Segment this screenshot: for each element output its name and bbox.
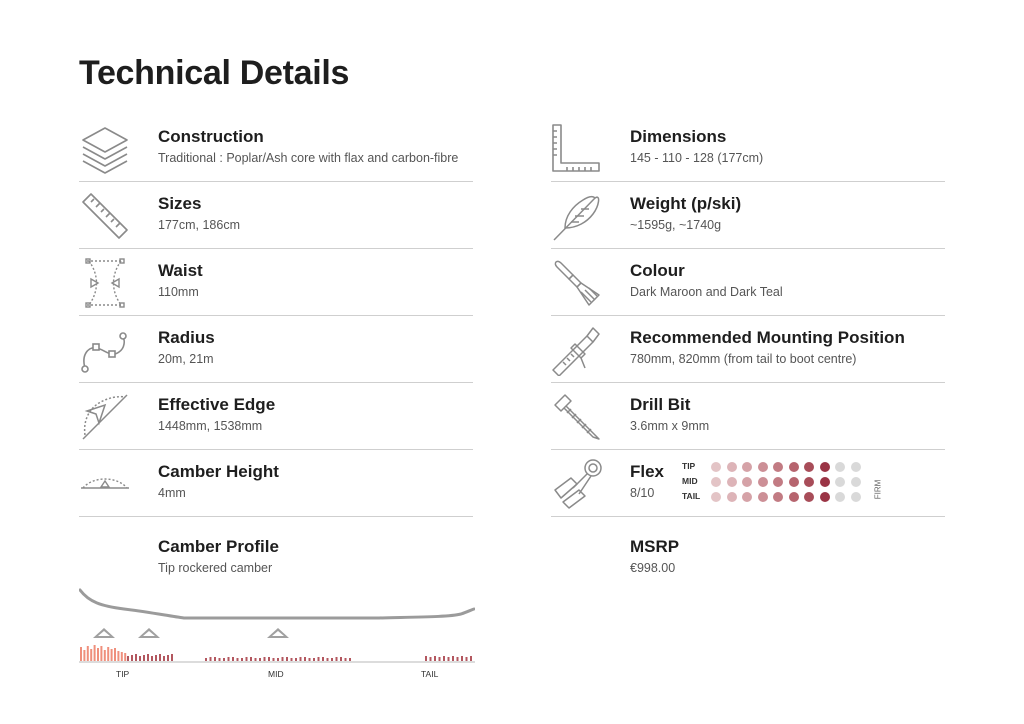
pressure-bar [131,655,133,661]
ruler-icon [79,190,131,242]
flex-dot [758,492,768,502]
flex-dot [711,492,721,502]
pressure-bar [439,657,441,661]
colour-label: Colour [630,261,685,280]
pressure-bar [228,657,230,661]
drill-bit-value: 3.6mm x 9mm [630,419,710,433]
set-square-icon [551,123,603,175]
pressure-bar [309,658,311,661]
pressure-bar [277,658,279,661]
flex-dot [789,492,799,502]
flex-dot [742,492,752,502]
pressure-bar [159,654,161,661]
spec-row-waist [79,249,473,316]
flex-dot [742,477,752,487]
msrp-value: €998.00 [630,561,676,575]
pressure-bar [97,648,99,661]
flex-dot [835,462,845,472]
hand-gripper-icon [551,458,603,510]
flex-row-label-tip: TIP [682,461,696,471]
flex-dot [711,477,721,487]
spec-row-camber-profile [79,517,473,587]
pressure-bar [304,657,306,661]
flex-value: 8/10 [630,486,655,500]
flex-dot [773,492,783,502]
flex-dot [820,492,830,502]
pressure-bar [127,656,129,661]
pressure-bar [448,657,450,661]
pressure-bar [155,655,157,661]
contact-marker-tip-2 [138,628,160,638]
pressure-bar [124,653,126,661]
radius-value: 20m, 21m [158,352,214,366]
pressure-bar [143,655,145,661]
page-title: Technical Details [79,54,350,92]
flex-dot [851,477,861,487]
flex-dot [804,492,814,502]
flex-dot [804,477,814,487]
flex-dot [789,462,799,472]
msrp-label: MSRP [630,537,680,556]
pressure-bar [219,658,221,661]
flex-dot [711,462,721,472]
pressure-bar [425,656,427,661]
flex-dot [835,477,845,487]
screw-icon [551,391,603,443]
pressure-bar [210,657,212,661]
pressure-bar [104,650,106,661]
pressure-bar [282,657,284,661]
pressure-bar [241,658,243,661]
camber-profile-diagram [79,582,475,684]
weight-label: Weight (p/ski) [630,194,742,213]
weight-value: ~1595g, ~1740g [630,218,722,232]
spec-row-colour [551,249,945,316]
pressure-bar [340,657,342,661]
flex-dot [820,462,830,472]
pressure-bar [318,657,320,661]
pressure-bars [80,645,472,661]
waist-value: 110mm [158,285,199,299]
pressure-bar [117,651,119,661]
spec-row-construction [79,115,473,182]
spec-row-drill-bit [551,383,945,450]
construction-label: Construction [158,127,264,146]
pressure-bar [232,657,234,661]
camber-height-value: 4mm [158,486,186,500]
pressure-bar [171,654,173,661]
ski-base-profile-line [80,590,474,618]
spec-row-radius [79,316,473,383]
edge-arrow-icon [79,391,131,443]
pressure-bar [345,658,347,661]
pressure-bar [286,657,288,661]
pressure-bar [255,658,257,661]
pressure-bar [327,658,329,661]
pressure-bar [291,658,293,661]
pressure-bar [107,647,109,661]
flex-dot [727,462,737,472]
camber-height-label: Camber Height [158,462,279,481]
pressure-bar [434,656,436,661]
left-spec-column [79,115,473,587]
dimensions-label: Dimensions [630,127,727,146]
contact-marker-mid [267,628,289,638]
effective-edge-label: Effective Edge [158,395,276,414]
flex-dot [758,477,768,487]
pressure-bar [322,657,324,661]
waist-icon [79,257,131,309]
flex-rating-grid [682,459,882,509]
sizes-label: Sizes [158,194,202,213]
flex-firm-label: FIRM [873,479,883,500]
flex-dot [773,462,783,472]
pressure-bar [114,648,116,661]
drill-bit-label: Drill Bit [630,395,691,414]
pressure-bar [430,657,432,661]
pressure-bar [300,657,302,661]
sizes-value: 177cm, 186cm [158,218,240,232]
pressure-bar [111,649,113,661]
camber-profile-label: Camber Profile [158,537,279,556]
paint-brush-icon [551,257,603,309]
pressure-bar [259,658,261,661]
pressure-bar [151,656,153,661]
pressure-bar [268,657,270,661]
spec-row-effective-edge [79,383,473,450]
camber-arc-icon [79,458,131,510]
camber-mid-label: MID [268,669,284,679]
radius-label: Radius [158,328,215,347]
pressure-bar [313,658,315,661]
pressure-bar [94,645,96,661]
spec-row-flex [551,450,945,517]
spec-row-mounting-position [551,316,945,383]
pressure-bar [83,650,85,661]
flex-dot [773,477,783,487]
pressure-bar [80,647,82,661]
right-spec-column [551,115,945,587]
pressure-bar [100,646,102,661]
flex-dot [727,477,737,487]
pressure-bar [147,654,149,661]
pressure-bar [121,652,123,661]
pressure-bar [246,657,248,661]
flex-dot [742,462,752,472]
spec-row-sizes [79,182,473,249]
pressure-bar [87,646,89,661]
pressure-bar [331,658,333,661]
flex-dot [851,462,861,472]
pressure-bar [457,657,459,661]
pressure-bar [452,656,454,661]
pressure-bar [273,658,275,661]
pressure-bar [205,658,207,661]
colour-value: Dark Maroon and Dark Teal [630,285,783,299]
contact-marker-tip-1 [93,628,115,638]
camber-tip-label: TIP [116,669,130,679]
camber-profile-svg [79,582,475,667]
flex-dot [789,477,799,487]
flex-row-label-mid: MID [682,476,698,486]
dimensions-value: 145 - 110 - 128 (177cm) [630,151,764,165]
pressure-bar [336,657,338,661]
pressure-bar [163,656,165,661]
pressure-bar [167,655,169,661]
flex-row-label-tail: TAIL [682,491,701,501]
pressure-bar [470,656,472,661]
layers-icon [79,123,131,175]
pressure-bar [295,658,297,661]
construction-value: Traditional : Poplar/Ash core with flax and carbon-fibre [158,151,459,165]
pressure-bar [250,657,252,661]
radius-curve-icon [79,324,131,376]
spec-row-weight [551,182,945,249]
camber-tail-label: TAIL [421,669,439,679]
flex-dot [727,492,737,502]
pressure-bar [90,649,92,661]
flex-dot [835,492,845,502]
flex-dot [820,477,830,487]
spec-row-dimensions [551,115,945,182]
flex-dot [851,492,861,502]
pressure-bar [223,658,225,661]
pressure-bar [135,654,137,661]
camber-profile-value: Tip rockered camber [158,561,273,575]
flex-label: Flex [630,462,665,481]
pressure-bar [349,658,351,661]
waist-label: Waist [158,261,203,280]
pressure-bar [466,657,468,661]
mounting-position-label: Recommended Mounting Position [630,328,905,347]
spec-row-msrp [551,517,945,587]
pressure-bar [264,657,266,661]
caliper-icon [551,324,603,376]
pressure-bar [237,658,239,661]
pressure-bar [443,656,445,661]
effective-edge-value: 1448mm, 1538mm [158,419,263,433]
pressure-bar [214,657,216,661]
pressure-bar [139,656,141,661]
spec-row-camber-height [79,450,473,517]
mounting-position-value: 780mm, 820mm (from tail to boot centre) [630,352,857,366]
flex-dot [804,462,814,472]
flex-dot [758,462,768,472]
feather-icon [551,190,603,242]
pressure-bar [461,656,463,661]
